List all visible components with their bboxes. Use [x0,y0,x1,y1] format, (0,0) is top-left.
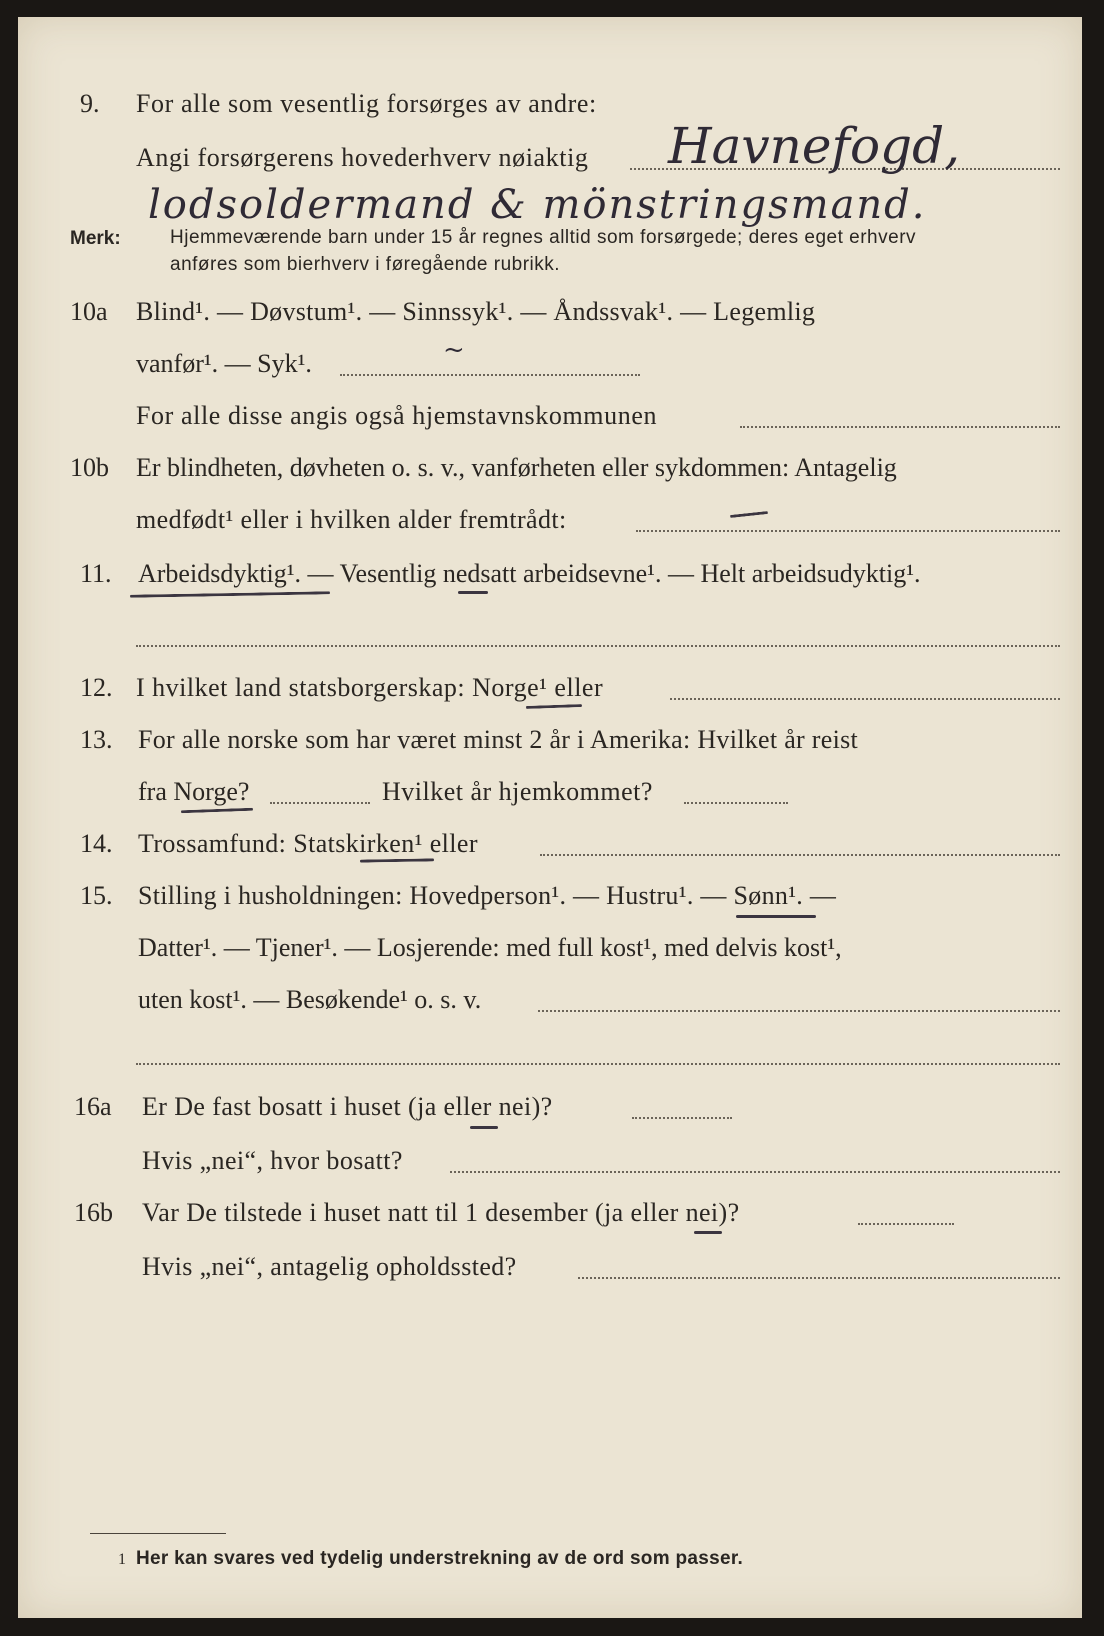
q16a-answer-line [632,1117,732,1119]
q14-line1: Trossamfund: Statskirken¹ eller [138,829,478,858]
q16b-number: 16b [74,1198,113,1227]
q16b-line2: Hvis „nei“, antagelig opholdssted? [142,1252,517,1281]
q15-line1: Stilling i husholdningen: Hovedperson¹. — Hustru¹. — Sønn¹. — [138,881,837,910]
q13-underline-norge [181,808,253,814]
q12-answer-line [670,698,1060,700]
q10a-number: 10a [70,297,108,326]
q16b-answer-line [858,1223,954,1225]
q9-number: 9. [80,89,100,118]
footnote-mark: 1 [118,1551,126,1568]
q11-number: 11. [80,559,112,588]
q13-departure-line [270,802,370,804]
q11-underline-mark [458,591,488,594]
q11-line1: Arbeidsdyktig¹. — Vesentlig nedsatt arbeidsevne¹. — Helt arbeidsudyktig¹. [138,559,921,588]
q16a-residence-line [450,1171,1060,1173]
q10b-number: 10b [70,453,109,482]
q14-underline-statskirken [360,858,434,862]
q13-line2-reist: fra Norge? [138,777,250,806]
q10a-line3: For alle disse angis også hjemstavnskommunen [136,401,658,430]
q16a-underline-ja [470,1126,498,1129]
q9-line1: For alle som vesentlig forsørges av andre: [136,89,597,118]
q12-line1: I hvilket land statsborgerskap: Norge¹ eller [136,673,604,702]
q14-number: 14. [80,829,113,858]
q13-return-line [684,802,788,804]
q11-answer-line [136,645,1060,647]
q10b-answer-line [636,530,1060,532]
q15-underline-hustru [736,915,816,918]
q9-line2: Angi forsørgerens hovederhverv nøiaktig [136,143,589,172]
merk-line1: Hjemmeværende barn under 15 år regnes alltid som forsørgede; deres eget erhverv [170,227,917,248]
footnote-rule [90,1533,226,1534]
q16b-location-line [578,1277,1060,1279]
q12-number: 12. [80,673,113,702]
census-form-page [18,17,1082,1618]
q15-number: 15. [80,881,113,910]
footnote-text: Her kan svares ved tydelig understrekning av de ord som passer. [136,1548,744,1569]
q10a-line2: vanfør¹. — Syk¹. [136,349,312,378]
q15-answer-line [538,1010,1060,1012]
q15-line2: Datter¹. — Tjener¹. — Losjerende: med full kost¹, med delvis kost¹, [138,933,842,962]
merk-label: Merk: [70,228,121,249]
q16b-underline-ja [694,1231,722,1234]
q10a-dash-mark: ~ [443,335,465,365]
q9-handwritten-occupation-cont: lodsoldermand & mönstringsmand. [148,182,927,228]
merk-line2: anføres som bierhverv i føregående rubrikk. [170,254,561,275]
q13-number: 13. [80,725,113,754]
q13-line1: For alle norske som har været minst 2 år i Amerika: Hvilket år reist [138,725,859,754]
q13-line2-hjemkommet: Hvilket år hjemkommet? [382,777,653,806]
q14-answer-line [540,854,1060,856]
q10a-answer-line [340,374,640,376]
q10a-hometown-line [740,426,1060,428]
q16a-line1: Er De fast bosatt i huset (ja eller nei)? [142,1092,553,1121]
q12-underline-norge [526,704,582,709]
q16a-number: 16a [74,1092,112,1121]
q10b-dash-mark [730,511,768,518]
q9-handwritten-occupation: Havnefogd, [668,117,960,175]
q16a-line2: Hvis „nei“, hvor bosatt? [142,1146,403,1175]
q11-underline-arbeidsdyktig [130,591,330,597]
q16b-line1: Var De tilstede i huset natt til 1 desember (ja eller nei)? [142,1198,740,1227]
q10b-line1: Er blindheten, døvheten o. s. v., vanførheten eller sykdommen: Antagelig [136,453,897,482]
q10a-line1: Blind¹. — Døvstum¹. — Sinnssyk¹. — Åndssvak¹. — Legemlig [136,297,816,326]
q10b-line2: medfødt¹ eller i hvilken alder fremtrådt: [136,505,567,534]
q15-line3: uten kost¹. — Besøkende¹ o. s. v. [138,985,482,1014]
q15-answer-line-2 [136,1063,1060,1065]
